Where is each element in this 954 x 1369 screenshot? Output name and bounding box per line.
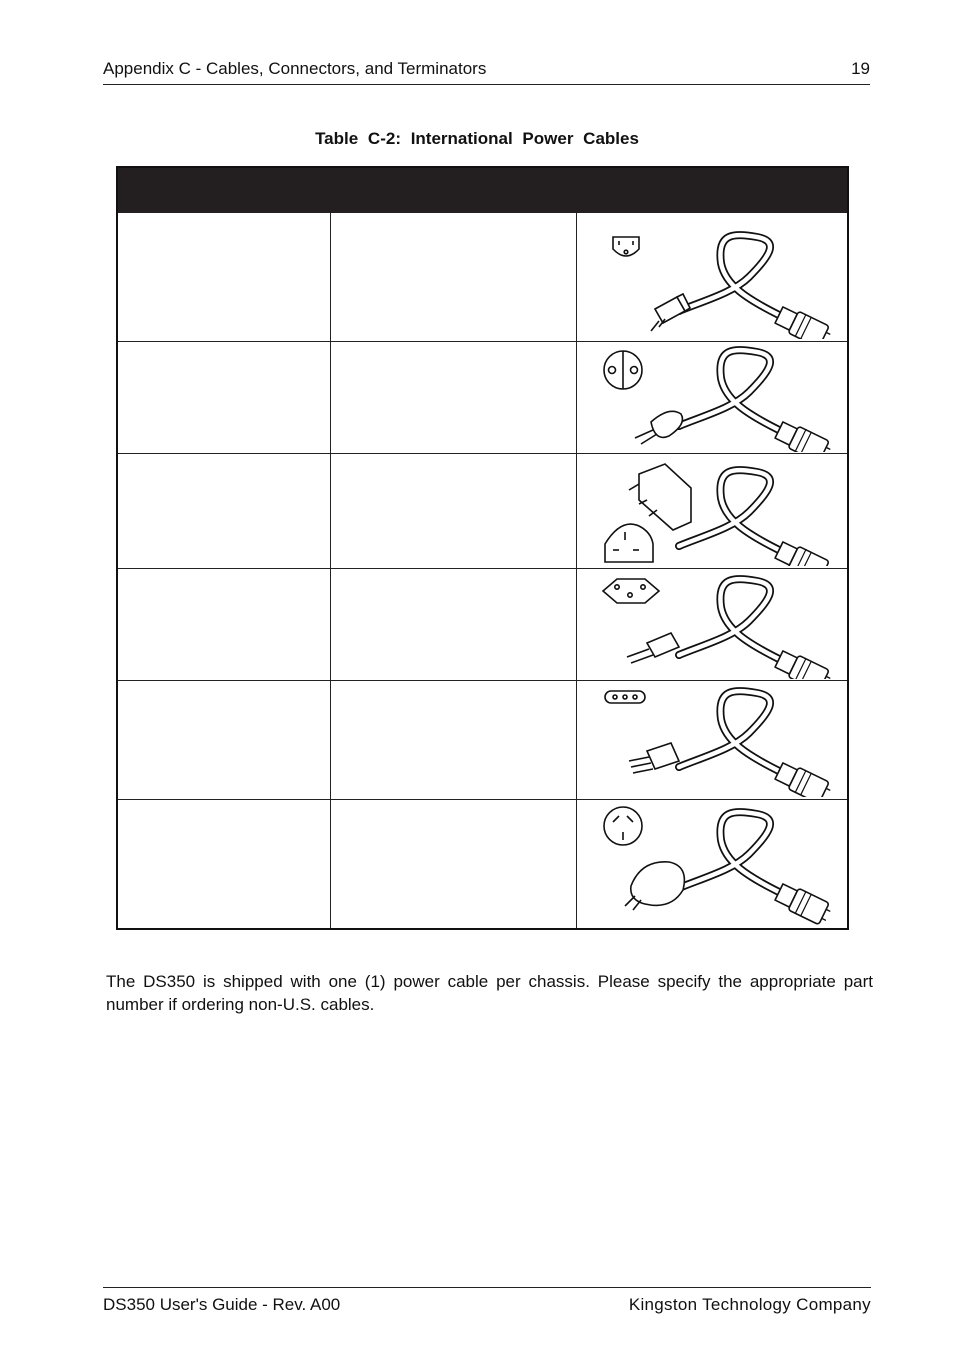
table-row bbox=[117, 454, 848, 569]
table-cell bbox=[577, 342, 849, 454]
table-cell bbox=[331, 213, 577, 342]
table-cell bbox=[117, 569, 331, 681]
swiss-plug-cable-icon bbox=[577, 569, 845, 679]
us-plug-cable-icon bbox=[577, 213, 845, 339]
table-cell bbox=[331, 800, 577, 929]
table-header-bar bbox=[117, 167, 848, 213]
table-cell bbox=[117, 454, 331, 569]
table-cell bbox=[577, 454, 849, 569]
company-name: Kingston Technology Company bbox=[628, 1295, 871, 1314]
table-row bbox=[117, 800, 848, 929]
table-cell bbox=[577, 800, 849, 929]
italian-plug-cable-icon bbox=[577, 681, 845, 797]
table-header-row bbox=[117, 167, 848, 213]
table-cell bbox=[577, 213, 849, 342]
page-number: 19 bbox=[851, 59, 870, 78]
table-caption: Table C-2: International Power Cables bbox=[315, 129, 639, 148]
uk-plug-cable-icon bbox=[577, 454, 845, 566]
table-row bbox=[117, 342, 848, 454]
table-row bbox=[117, 569, 848, 681]
table-cell bbox=[331, 454, 577, 569]
power-cables-table bbox=[116, 166, 849, 930]
table-cell bbox=[577, 681, 849, 800]
page-footer bbox=[103, 1287, 871, 1314]
table-row bbox=[117, 681, 848, 800]
shipping-note: The DS350 is shipped with one (1) power cable per chassis. Please specify the appropriate part number if ordering non-U.S. cables. bbox=[106, 972, 873, 1014]
document-title: DS350 User's Guide - Rev. A00 bbox=[103, 1295, 341, 1314]
table-cell bbox=[577, 569, 849, 681]
table-cell bbox=[117, 681, 331, 800]
table-cell bbox=[117, 342, 331, 454]
table-cell bbox=[117, 800, 331, 929]
table-cell bbox=[331, 569, 577, 681]
table-cell bbox=[117, 213, 331, 342]
table-cell bbox=[331, 342, 577, 454]
section-title: Appendix C - Cables, Connectors, and Terminators bbox=[103, 59, 487, 78]
australian-plug-cable-icon bbox=[577, 800, 845, 926]
table-row bbox=[117, 213, 848, 342]
page-header bbox=[103, 58, 870, 85]
european-schuko-plug-cable-icon bbox=[577, 342, 845, 452]
table-cell bbox=[331, 681, 577, 800]
